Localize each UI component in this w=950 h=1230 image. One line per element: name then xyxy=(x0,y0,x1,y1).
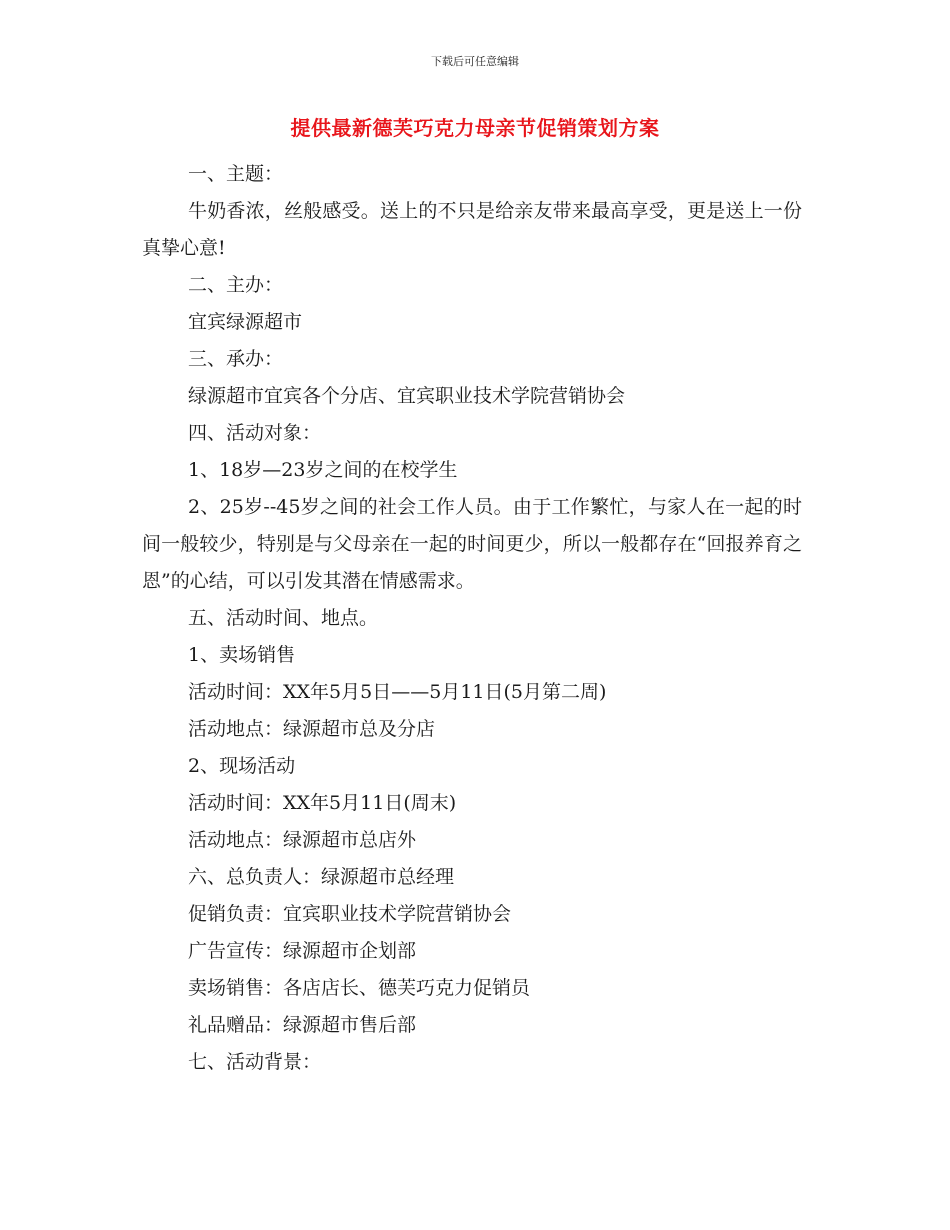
document-body xyxy=(142,156,802,1081)
paragraph: 三、承办： xyxy=(188,348,284,370)
paragraph: 活动时间：XX年5月11日(周末) xyxy=(188,792,457,814)
paragraph: 宜宾绿源超市 xyxy=(188,311,303,333)
paragraph: 2、现场活动 xyxy=(188,755,296,777)
paragraph: 四、活动对象： xyxy=(188,422,322,444)
paragraph: 促销负责：宜宾职业技术学院营销协会 xyxy=(188,903,512,925)
paragraph: 牛奶香浓，丝般感受。送上的不只是给亲友带来最高享受，更是送上一份真挚心意! xyxy=(142,200,802,259)
paragraph: 六、总负责人：绿源超市总经理 xyxy=(188,866,455,888)
paragraph: 绿源超市宜宾各个分店、宜宾职业技术学院营销协会 xyxy=(188,385,626,407)
document-title: 提供最新德芙巧克力母亲节促销策划方案 xyxy=(290,116,660,140)
paragraph: 活动地点：绿源超市总及分店 xyxy=(188,718,436,740)
paragraph: 七、活动背景： xyxy=(188,1051,322,1073)
paragraph: 1、18岁—23岁之间的在校学生 xyxy=(188,459,458,481)
paragraph: 活动时间：XX年5月5日——5月11日(5月第二周) xyxy=(188,681,607,703)
paragraph: 五、活动时间、地点。 xyxy=(188,607,379,629)
paragraph: 2、25岁--45岁之间的社会工作人员。由于工作繁忙，与家人在一起的时间一般较少，特别是与父母亲在一起的时间更少，所以一般都存在“回报养育之恩”的心结，可以引发其潜在情感需求。 xyxy=(142,496,802,592)
paragraph: 1、卖场销售 xyxy=(188,644,296,666)
paragraph: 礼品赠品：绿源超市售后部 xyxy=(188,1014,417,1036)
paragraph: 一、主题： xyxy=(188,163,284,185)
header-note: 下载后可任意编辑 xyxy=(431,55,519,68)
paragraph: 活动地点：绿源超市总店外 xyxy=(188,829,417,851)
paragraph: 卖场销售：各店店长、德芙巧克力促销员 xyxy=(188,977,531,999)
paragraph: 广告宣传：绿源超市企划部 xyxy=(188,940,417,962)
paragraph: 二、主办： xyxy=(188,274,284,296)
